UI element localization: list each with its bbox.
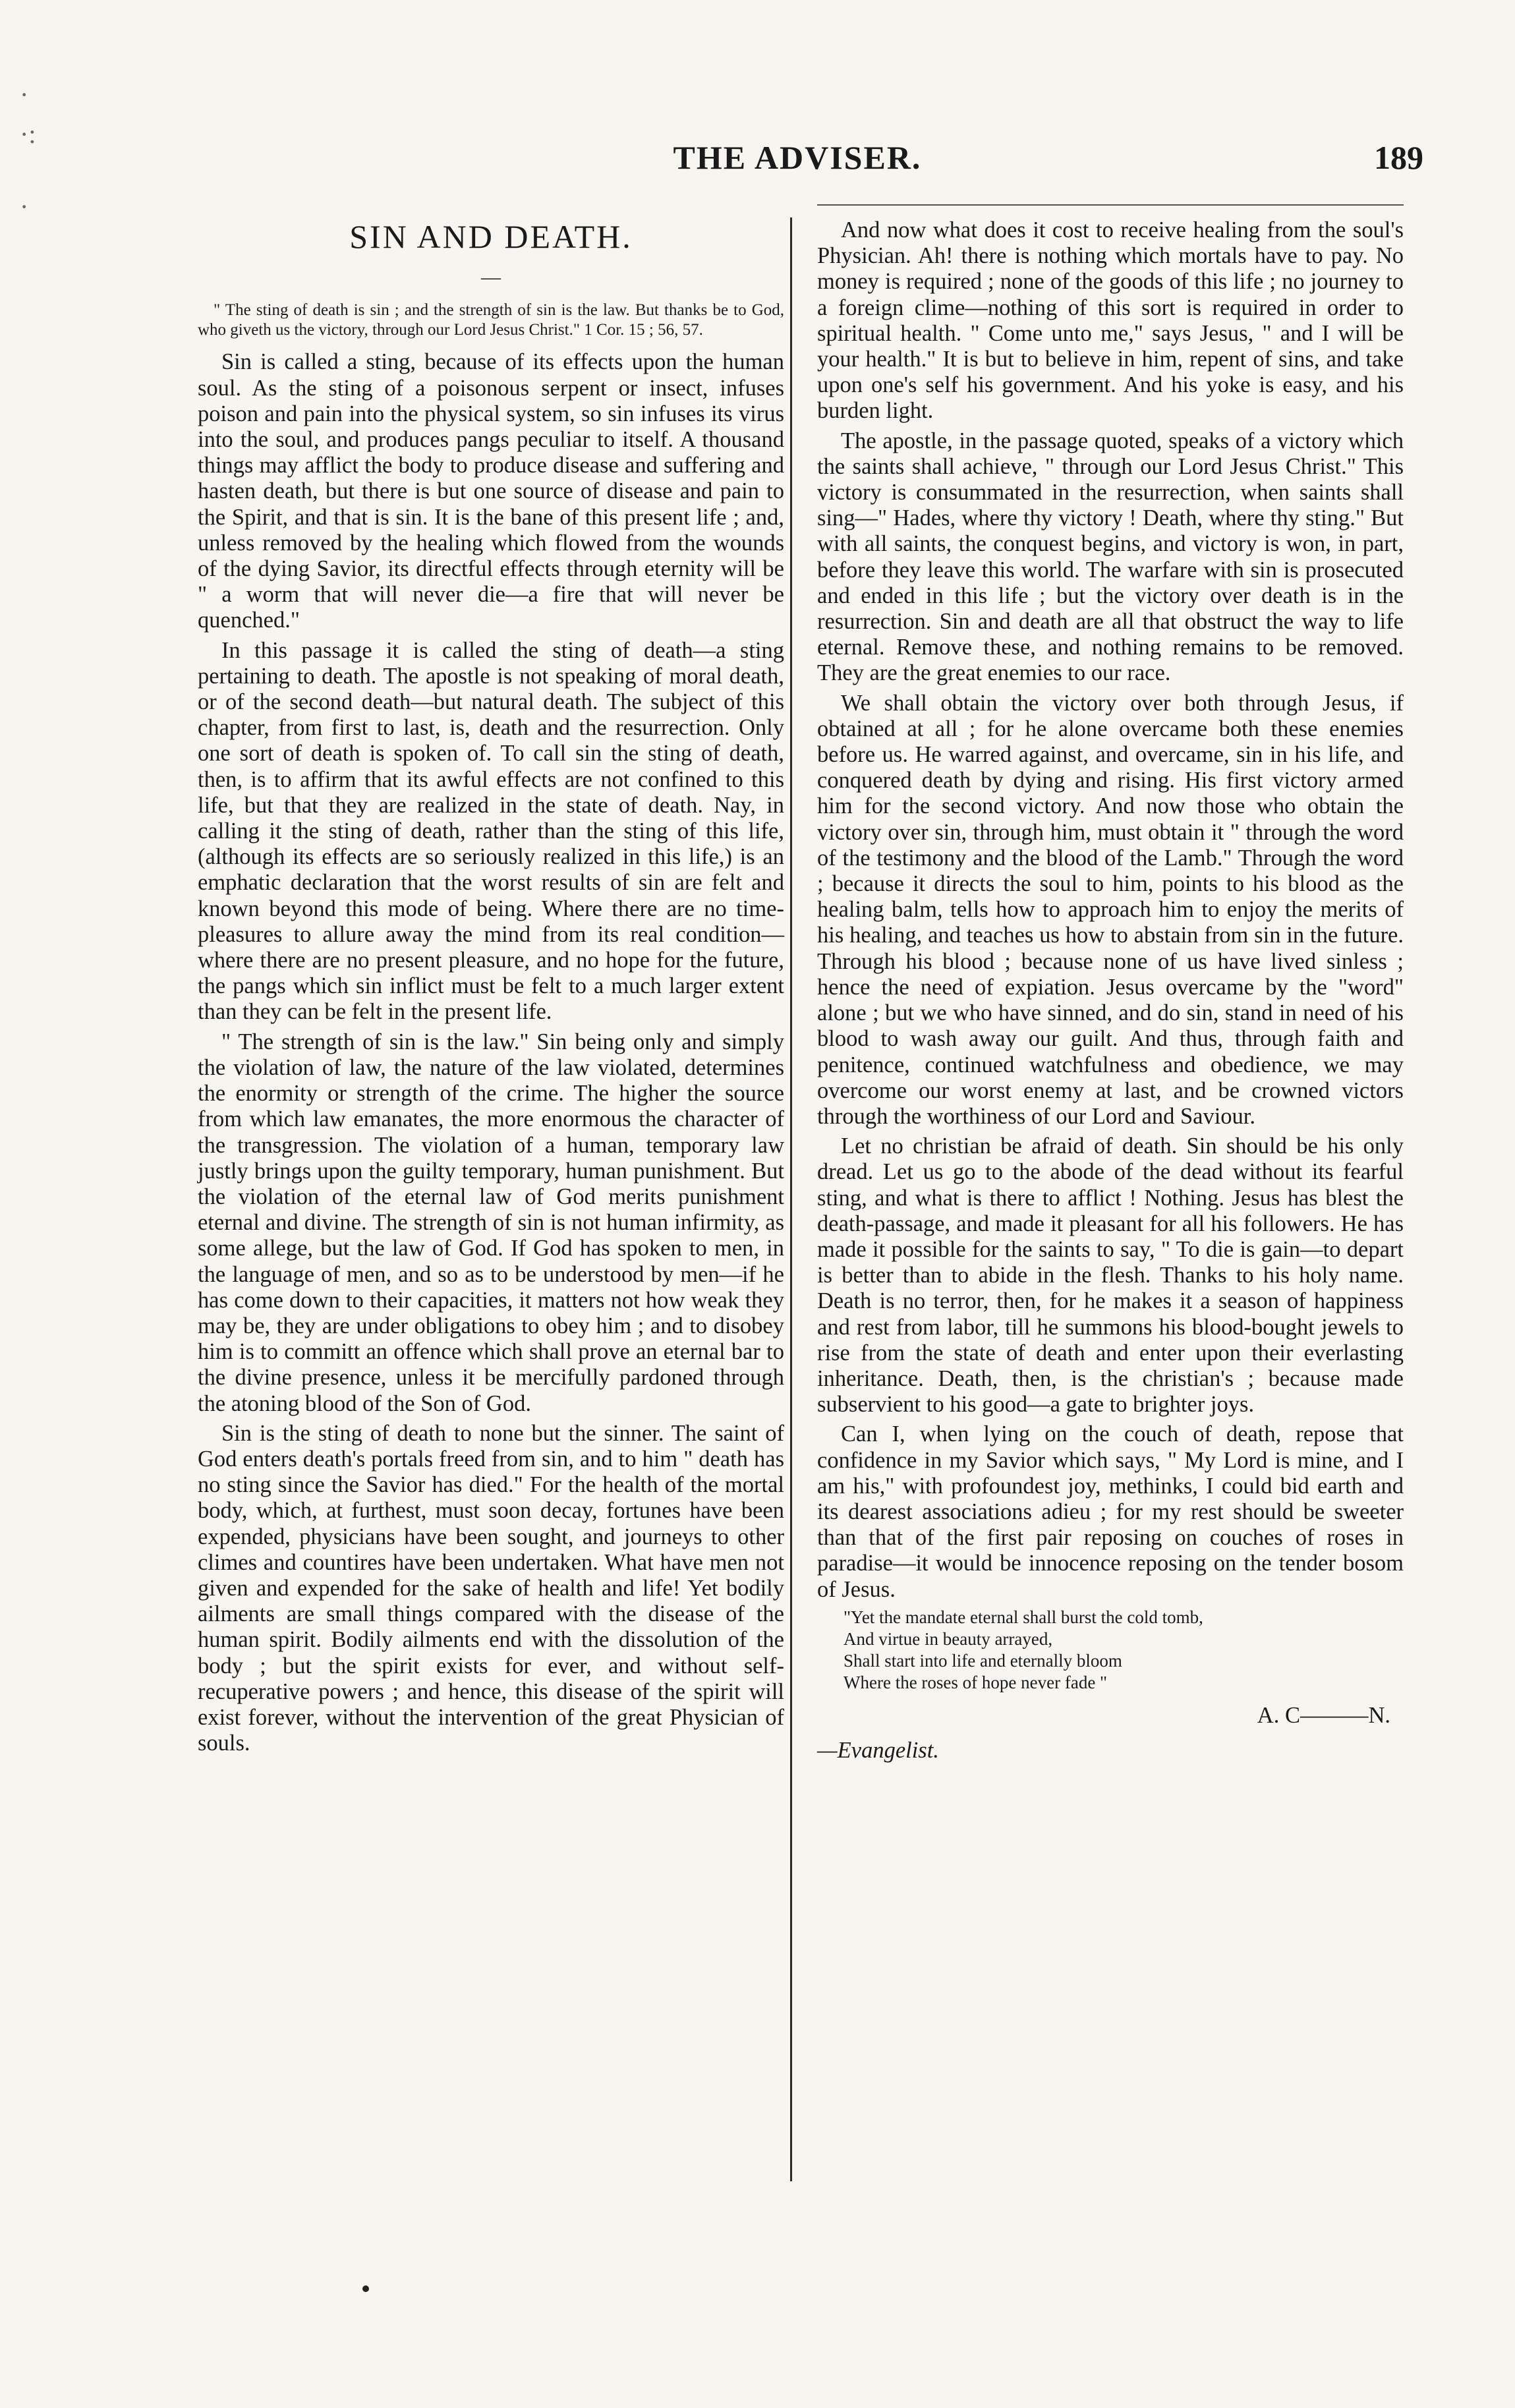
article-title: SIN AND DEATH. bbox=[349, 218, 633, 255]
right-column bbox=[817, 217, 1404, 1763]
verse-quotation bbox=[843, 1607, 1404, 1694]
source-credit: —Evangelist. bbox=[817, 1737, 939, 1763]
title-dash: — bbox=[481, 266, 501, 289]
author-signature: A. C———N. bbox=[1257, 1702, 1390, 1728]
paragraph: The apostle, in the passage quoted, speaks of a victory which the saints shall achieve, " through our Lord Jesus Christ." This victory is consummated in the resurrection, when saints shall sing—" Hades, where thy victory ! Death, where thy sting." But with all saints, the conquest begins, and victory is won, in part, before they leave this world. The warfare with sin is prosecuted and ended in this life ; but the victory over death is in the resurrection. Sin and death are all that obstruct the way to life eternal. Remove these, and nothing remains to be removed. They are the great enemies to our race. bbox=[817, 428, 1404, 686]
column-divider bbox=[790, 217, 792, 2181]
paragraph: In this passage it is called the sting of death—a sting pertaining to death. The apostle is not speaking of moral death, or of the second death—but natural death. The subject of this chapter, from first to last, is, death and the resurrection. Only one sort of death is spoken of. To call sin the sting of death, then, is to affirm that its awful effects are not confined to this life, but that they are realized in the state of death. Nay, in calling it the sting of death, rather than the sting of this life, (although its effects are so seriously realized in this life,) is an emphatic declaration that the worst results of sin are felt and known beyond this mode of being. Where there are no time-pleasures to allure away the mind from its real condition—where there are no present pleasure, and no hope for the future, the pangs which sin inflict must be felt to a much larger extent than they can be felt in the present life. bbox=[198, 637, 784, 1025]
ink-dot bbox=[362, 2285, 369, 2292]
paragraph: And now what does it cost to receive healing from the soul's Physician. Ah! there is nothing which mortals have to pay. No money is required ; none of the goods of this life ; no journey to a foreign clime—nothing of this sort is required in order to spiritual health. " Come unto me," says Jesus, " and I will be your health." It is but to believe in him, repent of sins, and take upon one's self his government. And his yoke is easy, and his burden light. bbox=[817, 217, 1404, 424]
verse-line: Where the roses of hope never fade " bbox=[843, 1672, 1108, 1692]
verse-line: Shall start into life and eternally bloom bbox=[843, 1650, 1122, 1671]
paragraph: " The strength of sin is the law." Sin being only and simply the violation of law, the nature of the law violated, determines the enormity or strength of the crime. The higher the source from which law emanates, the more enormous the character of the transgression. The violation of a human, temporary law justly brings upon the guilty temporary, human punishment. But the violation of the eternal law of God merits punishment eternal and divine. The strength of sin is not human infirmity, as some allege, but the law of God. If God has spoken to men, in the language of men, and so as to be understood by men—if he has come down to their capacities, it matters not how weak they may be, they are under obligations to obey him ; and to disobey him is to committ an offence which shall prove an eternal bar to the divine presence, unless it be mercifully pardoned through the atoning blood of the Son of God. bbox=[198, 1029, 784, 1416]
verse-line: "Yet the mandate eternal shall burst the cold tomb, bbox=[843, 1607, 1203, 1627]
paragraph: Sin is called a sting, because of its effects upon the human soul. As the sting of a poisonous serpent or insect, infuses poison and pain into the physical system, so sin infuses its virus into the soul, and produces pangs peculiar to itself. A thousand things may afflict the body to produce disease and suffering and hasten death, but there is but one source of disease and pain to the Spirit, and that is sin. It is the bane of this present life ; and, unless removed by the healing which flowed from the wounds of the dying Savior, its directful effects through eternity will be " a worm that will never die—a fire that will never be quenched." bbox=[198, 349, 784, 633]
running-title: THE ADVISER. bbox=[673, 139, 922, 176]
epigraph: " The sting of death is sin ; and the strength of sin is the law. But thanks be to God, who giveth us the victory, through our Lord Jesus Christ." 1 Cor. 15 ; 56, 57. bbox=[198, 301, 784, 339]
left-column bbox=[198, 217, 784, 1760]
margin-marks: · ·: · bbox=[20, 80, 36, 221]
paragraph: Can I, when lying on the couch of death, repose that confidence in my Savior which says, " My Lord is mine, and I am his," with profoundest joy, methinks, I could bid earth and its dearest associations adieu ; for my rest should be sweeter than that of the first pair reposing on couches of roses in paradise—it would be innocence reposing on the tender bosom of Jesus. bbox=[817, 1421, 1404, 1602]
paragraph: Let no christian be afraid of death. Sin should be his only dread. Let us go to the abode of the dead without its fearful sting, and what is there to afflict ! Nothing. Jesus has blest the death-passage, and made it pleasant for all his followers. He has made it possible for the saints to say, " To die is gain—to depart is better than to abide in the flesh. Thanks to his holy name. Death is no terror, then, for he makes it a season of happiness and rest from labor, till he summons his blood-bought jewels to rise from the state of death and enter upon their everlasting inheritance. Death, then, is the christian's ; because made subservient to his good—a gate to brighter joys. bbox=[817, 1133, 1404, 1418]
page-number: 189 bbox=[1374, 139, 1423, 176]
top-rule-right bbox=[817, 204, 1404, 206]
paragraph: We shall obtain the victory over both through Jesus, if obtained at all ; for he alone overcame both these enemies before us. He warred against, and overcame, sin in his life, and conquered death by dying and rising. His first victory armed him for the second victory. And now those who obtain the victory over sin, through him, must obtain it " through the word of the testimony and the blood of the Lamb." Through the word ; because it directs the soul to him, points to his blood as the healing balm, tells how to approach him to enjoy the merits of his healing, and teaches us how to abstain from sin in the future. Through his blood ; because none of us have lived sinless ; hence the need of expiation. Jesus overcame by the "word" alone ; but we who have sinned, and do sin, stand in need of his blood to wash away our guilt. And thus, through faith and penitence, continued watchfulness and obedience, we may overcome our worst enemy at last, and be crowned victors through the worthiness of our Lord and Saviour. bbox=[817, 690, 1404, 1129]
paragraph: Sin is the sting of death to none but the sinner. The saint of God enters death's portals freed from sin, and to him " death has no sting since the Savior has died." For the health of the mortal body, which, at furthest, must soon decay, fortunes have been expended, physicians have been sought, and journeys to other climes and countires have been undertaken. What have men not given and expended for the sake of health and life! Yet bodily ailments are small things compared with the disease of the human spirit. Bodily ailments end with the dissolution of the body ; but the spirit exists for ever, and without self-recuperative powers ; and hence, this disease of the spirit will exist forever, without the intervention of the great Physician of souls. bbox=[198, 1420, 784, 1756]
verse-line: And virtue in beauty arrayed, bbox=[843, 1628, 1053, 1649]
running-head bbox=[171, 138, 1423, 185]
